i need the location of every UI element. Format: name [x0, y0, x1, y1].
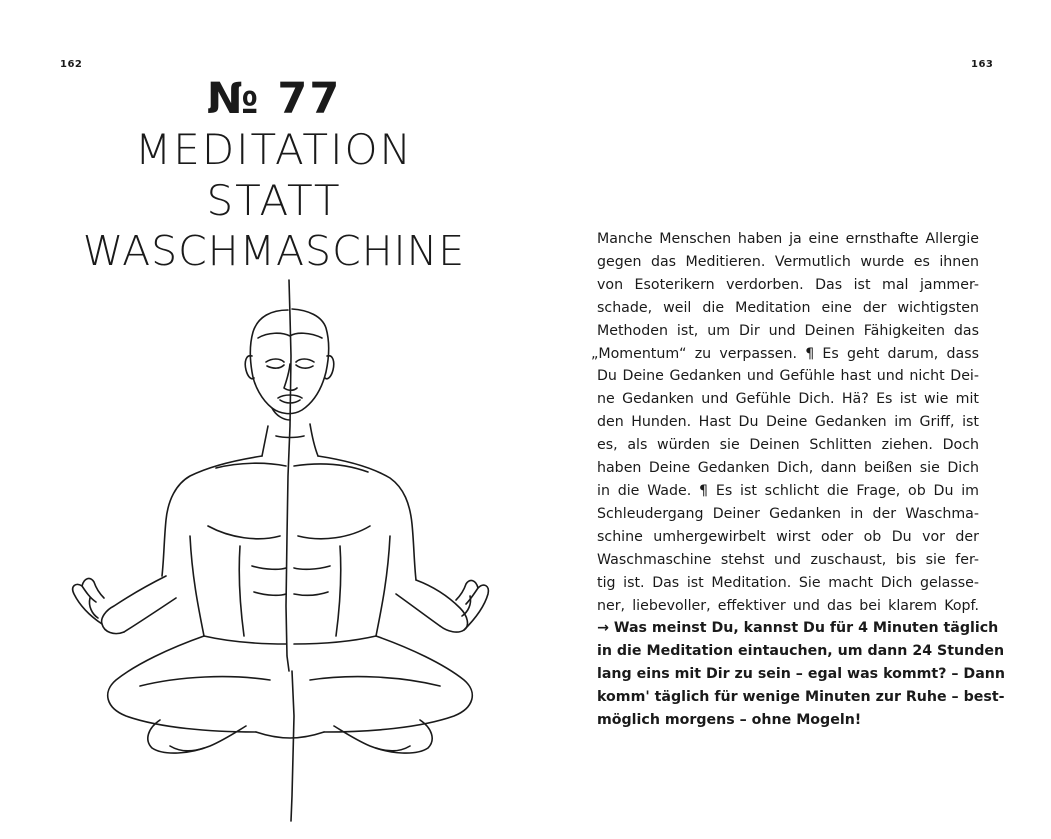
page-number-left: 162: [60, 59, 83, 70]
call-to-action-line: in die Meditation eintauchen, um dann 24 Stunden: [597, 643, 1005, 660]
article-body: [591, 228, 1005, 732]
body-line: von Esoterikern verdorben. Das ist mal jammer-: [597, 276, 979, 293]
body-line: es, als würden sie Deinen Schlitten ziehen. Doch: [597, 437, 979, 454]
body-line: Du Deine Gedanken und Gefühle hast und nicht Dei-: [597, 368, 979, 385]
body-line: gegen das Meditieren. Vermutlich wurde es ihnen: [597, 253, 979, 270]
title-line-2: STATT: [206, 176, 342, 225]
body-line: schine umhergewirbelt wirst oder ob Du vor der: [597, 528, 979, 545]
body-line: schade, weil die Meditation eine der wichtigsten: [597, 299, 979, 316]
body-line: Waschmaschine stehst und zuschaust, bis sie fer-: [597, 551, 979, 568]
body-line: „Momentum“ zu verpassen. ¶ Es geht darum, dass: [591, 345, 979, 362]
body-line: ne Gedanken und Gefühle Dich. Hä? Es ist wie mit: [597, 391, 979, 408]
title-line-3: WASCHMASCHINE: [82, 227, 466, 275]
meditating-person-icon: [40, 276, 510, 826]
chapter-number: № 77: [206, 74, 342, 124]
call-to-action-line: → Was meinst Du, kannst Du für 4 Minuten täglich: [597, 620, 999, 637]
body-line: den Hunden. Hast Du Deine Gedanken im Griff, ist: [597, 414, 979, 431]
body-line: Manche Menschen haben ja eine ernsthafte Allergie: [597, 231, 979, 247]
page-number-right: 163: [971, 59, 994, 70]
body-line: in die Wade. ¶ Es ist schlicht die Frage, ob Du im: [597, 482, 979, 499]
body-line: Methoden ist, um Dir und Deinen Fähigkeiten das: [597, 322, 979, 339]
body-line: Schleudergang Deiner Gedanken in der Waschma-: [597, 505, 979, 522]
title-line-1: MEDITATION: [135, 125, 413, 174]
body-line: tig ist. Das ist Meditation. Sie macht Dich gelasse-: [597, 574, 979, 591]
body-line: haben Deine Gedanken Dich, dann beißen sie Dich: [597, 460, 979, 477]
chapter-title-block: [60, 74, 488, 277]
call-to-action-line: lang eins mit Dir zu sein – egal was kommt? – Dann: [597, 666, 1005, 683]
call-to-action-line: komm' täglich für wenige Minuten zur Ruhe – best-: [597, 689, 1005, 706]
body-line: ner, liebevoller, effektiver und das bei klarem Kopf.: [597, 597, 979, 614]
call-to-action-line: möglich morgens – ohne Mogeln!: [597, 712, 862, 729]
